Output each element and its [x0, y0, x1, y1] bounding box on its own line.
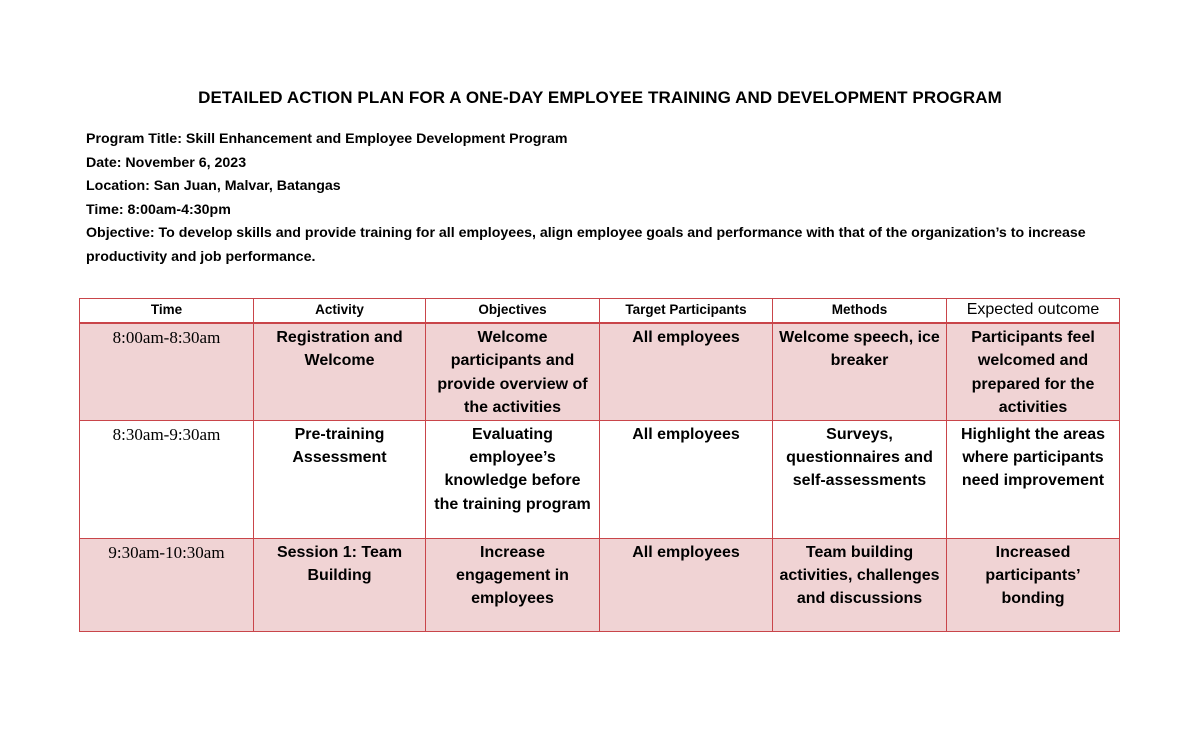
header-target-participants: Target Participants	[600, 299, 773, 324]
header-objectives: Objectives	[426, 299, 600, 324]
header-time: Time	[80, 299, 254, 324]
cell-target: All employees	[600, 323, 773, 420]
table-row	[80, 420, 1120, 538]
cell-outcome: Increased participants’ bonding	[947, 538, 1120, 631]
date-line: Date: November 6, 2023	[86, 154, 247, 171]
cell-methods: Welcome speech, ice breaker	[773, 323, 947, 420]
header-activity: Activity	[254, 299, 426, 324]
cell-time: 8:30am-9:30am	[80, 420, 254, 538]
header-methods: Methods	[773, 299, 947, 324]
cell-activity: Pre-training Assessment	[254, 420, 426, 538]
program-title-line: Program Title: Skill Enhancement and Employee Development Program	[86, 131, 568, 147]
time-line: Time: 8:00am-4:30pm	[86, 201, 231, 218]
cell-outcome: Participants feel welcomed and prepared for the activities	[947, 323, 1120, 420]
cell-methods: Surveys, questionnaires and self-assessments	[773, 420, 947, 538]
location-line: Location: San Juan, Malvar, Batangas	[86, 178, 341, 195]
program-info	[86, 128, 1116, 270]
cell-time: 8:00am-8:30am	[80, 323, 254, 420]
cell-objectives: Increase engagement in employees	[426, 538, 600, 631]
objective-line: Objective: To develop skills and provide training for all employees, align employee goals and performance with that of the organization’s to increase productivity and job performance.	[86, 225, 1086, 265]
table-row	[80, 538, 1120, 631]
cell-target: All employees	[600, 420, 773, 538]
cell-outcome: Highlight the areas where participants need improvement	[947, 420, 1120, 538]
cell-target: All employees	[600, 538, 773, 631]
cell-objectives: Welcome participants and provide overview of the activities	[426, 323, 600, 420]
table-header-row	[80, 299, 1120, 324]
header-expected-outcome: Expected outcome	[947, 299, 1120, 324]
cell-activity: Registration and Welcome	[254, 323, 426, 420]
cell-objectives: Evaluating employee’s knowledge before the training program	[426, 420, 600, 538]
table-row	[80, 323, 1120, 420]
cell-methods: Team building activities, challenges and discussions	[773, 538, 947, 631]
action-plan-table	[79, 298, 1120, 632]
cell-activity: Session 1: Team Building	[254, 538, 426, 631]
cell-time: 9:30am-10:30am	[80, 538, 254, 631]
page-title: DETAILED ACTION PLAN FOR A ONE-DAY EMPLOYEE TRAINING AND DEVELOPMENT PROGRAM	[198, 88, 1002, 107]
